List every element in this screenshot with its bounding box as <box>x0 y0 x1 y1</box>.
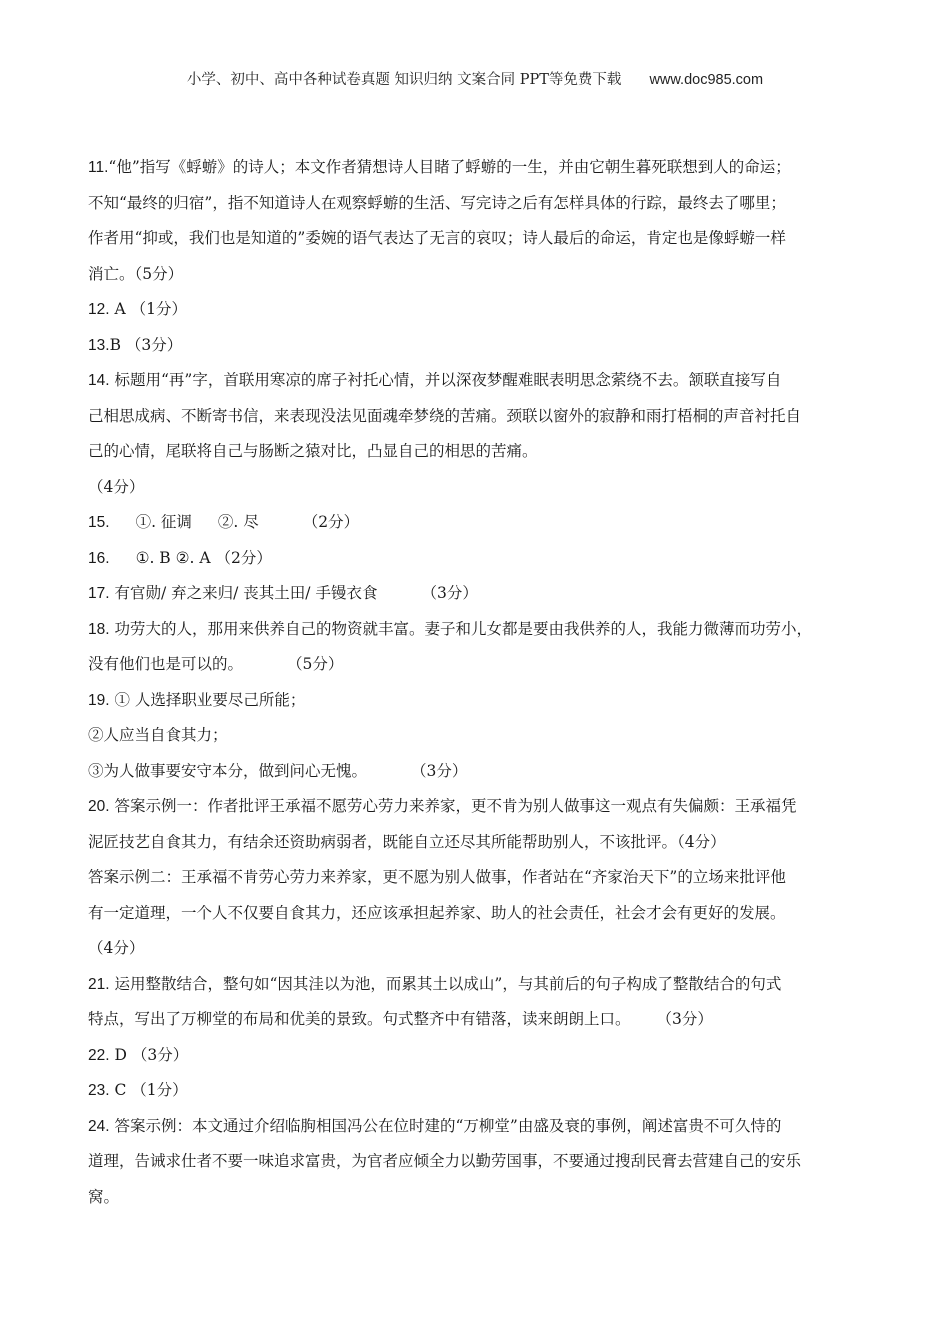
answer-13-number: 13. <box>88 336 110 354</box>
answer-22: 22. D （3分） <box>88 1045 189 1064</box>
header-site-link[interactable]: www.doc985.com <box>649 72 764 88</box>
answer-20-score: （4分） <box>88 939 145 957</box>
answer-22-number: 22. <box>88 1046 110 1064</box>
answer-13: 13.B （3分） <box>88 335 183 354</box>
answer-20-number: 20. <box>88 798 110 815</box>
answer-24-number: 24. <box>88 1117 110 1135</box>
answer-14-number: 14. <box>88 372 110 389</box>
answer-14-line-1: 14. 标题用“再”字，首联用寒凉的席子衬托心情，并以深夜梦醒难眠表明思念萦绕不去。颔联直接写自 <box>88 371 782 389</box>
answer-11-line-2: 不知“最终的归宿”，指不知道诗人在观察蜉蝣的生活、写完诗之后有怎样具体的行踪，最终去了哪里； <box>88 193 786 212</box>
answer-23: 23. C （1分） <box>88 1081 188 1099</box>
answer-19-number: 19. <box>88 691 110 709</box>
answer-14-line-3: 己的心情，尾联将自己与肠断之猿对比，凸显自己的相思的苦痛。 <box>88 442 538 460</box>
answer-24-line-2: 道理，告诫求仕者不要一味追求富贵，为官者应倾全力以勤劳国事，不要通过搜刮民膏去营建自己的安乐 <box>88 1152 802 1170</box>
answer-19-line-1: 19. ① 人选择职业要尽己所能； <box>88 690 306 709</box>
page-header <box>0 68 950 89</box>
answer-16: 16. ①. B ②. A （2分） <box>88 548 272 567</box>
answer-18-number: 18. <box>88 620 110 638</box>
answer-20-line-4: 有一定道理，一个人不仅要自食其力，还应该承担起养家、助人的社会责任，社会才会有更好的发展。 <box>88 903 786 922</box>
answer-24-line-3: 窝。 <box>88 1187 120 1206</box>
answer-18-line-1: 18. 功劳大的人，那用来供养自己的物资就丰富。妻子和儿女都是要由我供养的人，我能力微薄而功劳小， <box>88 619 813 638</box>
answer-11-line-4: 消亡。（5分） <box>88 264 184 283</box>
answer-21-line-2: 特点，写出了万柳堂的布局和优美的景致。句式整齐中有错落，读来朗朗上口。 （3分） <box>88 1010 713 1028</box>
answer-17: 17. 有官勋/ 弃之来归/ 丧其土田/ 手镘衣食 （3分） <box>88 584 478 602</box>
answer-18-line-2: 没有他们也是可以的。 （5分） <box>88 655 344 673</box>
answer-14-score: （4分） <box>88 477 145 496</box>
answer-12: 12. A （1分） <box>88 300 187 318</box>
answer-21-number: 21. <box>88 975 110 993</box>
answer-20-line-3: 答案示例二：王承福不肯劳心劳力来养家，更不愿为别人做事，作者站在“齐家治天下”的立场来批评他 <box>88 868 786 886</box>
answer-24-line-1: 24. 答案示例：本文通过介绍临朐相国冯公在位时建的“万柳堂”由盛及衰的事例，阐述富贵不可久恃的 <box>88 1116 782 1135</box>
answer-content <box>88 150 888 1215</box>
answer-11-line-3: 作者用“抑或，我们也是知道的”委婉的语气表达了无言的哀叹；诗人最后的命运，肯定也是像蜉蝣一样 <box>88 229 786 247</box>
answer-15: 15. ①. 征调 ②. 尽 （2分） <box>88 513 360 531</box>
answer-15-number: 15. <box>88 514 110 531</box>
answer-17-number: 17. <box>88 585 110 602</box>
header-text: 小学、初中、高中各种试卷真题 知识归纳 文案合同 PPT等免费下载 <box>186 72 622 88</box>
answer-21-line-1: 21. 运用整散结合，整句如“因其洼以为池，而累其土以成山”，与其前后的句子构成了整散结合的句式 <box>88 974 782 993</box>
answer-11-line-1: 11.“他”指写《蜉蝣》的诗人；本文作者猜想诗人目睹了蜉蝣的一生，并由它朝生暮死联想到人的命运； <box>88 158 791 176</box>
answer-19-line-2: ②人应当自食其力； <box>88 726 228 744</box>
answer-20-line-2: 泥匠技艺自食其力，有结余还资助病弱者，既能自立还尽其所能帮助别人，不该批评。（4分） <box>88 832 726 851</box>
answer-19-line-3: ③为人做事要安守本分，做到问心无愧。 （3分） <box>88 761 468 780</box>
answer-12-number: 12. <box>88 301 110 318</box>
answer-11-number: 11. <box>88 159 109 176</box>
answer-20-line-1: 20. 答案示例一：作者批评王承福不愿劳心劳力来养家，更不肯为别人做事这一观点有失偏颇：王承福凭 <box>88 797 797 815</box>
answer-23-number: 23. <box>88 1082 110 1099</box>
answer-16-number: 16. <box>88 549 110 567</box>
answer-14-line-2: 己相思成病、不断寄书信，来表现没法见面魂牵梦绕的苦痛。颈联以窗外的寂静和雨打梧桐的声音衬托自 <box>88 406 802 425</box>
